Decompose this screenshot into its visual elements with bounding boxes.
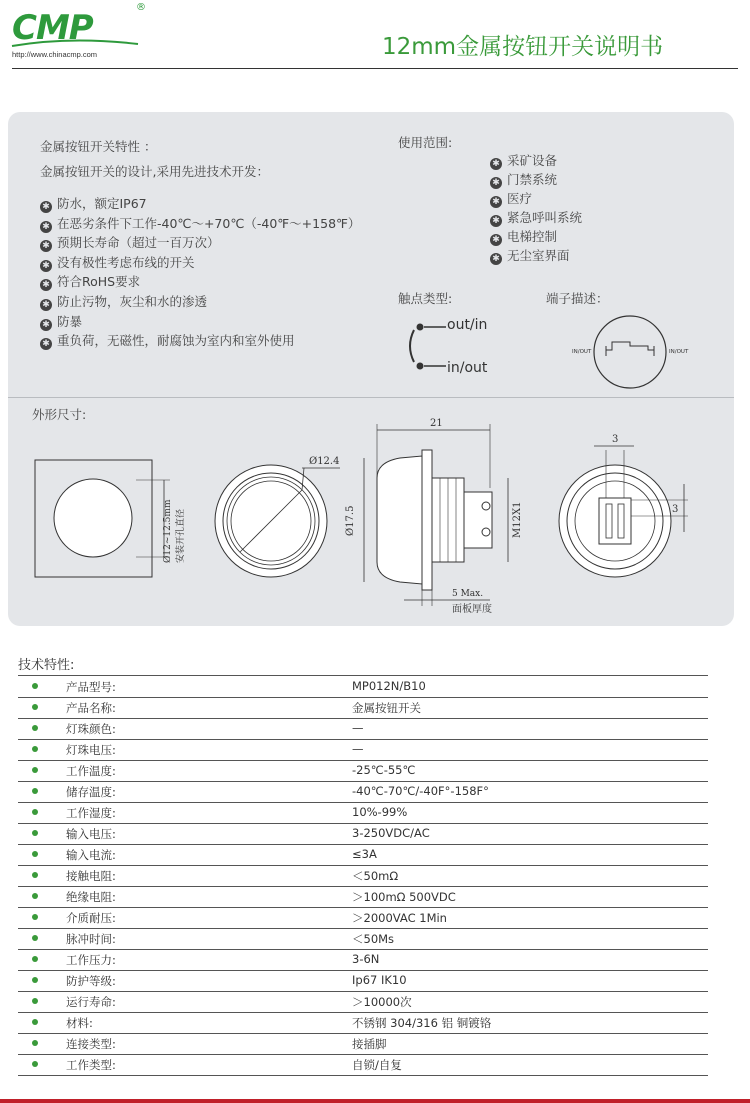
front-view-drawing	[215, 456, 340, 577]
green-bullet-icon	[32, 956, 38, 962]
table-row: 产品型号: MP012N/B10	[18, 676, 708, 698]
usage-item: ✱ 门禁系统	[490, 170, 582, 189]
logo-url[interactable]: http://www.chinacmp.com	[12, 50, 98, 59]
green-bullet-icon	[32, 872, 38, 878]
registered-mark: ®	[136, 2, 146, 13]
table-row: 防护等级: Ip67 IK10	[18, 970, 708, 992]
contact-in-out: in/out	[447, 360, 488, 376]
panel-divider	[8, 397, 734, 398]
star-bullet-icon: ✱	[40, 221, 52, 233]
star-bullet-icon: ✱	[40, 260, 52, 272]
green-bullet-icon	[32, 767, 38, 773]
usage-item: ✱ 电梯控制	[490, 227, 582, 246]
usage-list	[490, 151, 582, 265]
side-view-drawing	[345, 418, 523, 615]
table-row: 产品名称: 金属按钮开关	[18, 697, 708, 719]
star-bullet-icon: ✱	[490, 253, 502, 265]
usage-item: ✱ 医疗	[490, 189, 582, 208]
cutout-dim-label: Ø12~12.5mm	[163, 499, 173, 563]
terminal-heading: 端子描述：	[546, 291, 609, 306]
logo-swoosh	[10, 38, 140, 50]
document-title: 12mm金属按钮开关说明书	[382, 34, 664, 60]
table-row: 材料: 不锈钢 304/316 铝 铜镀铬	[18, 1012, 708, 1034]
star-bullet-icon: ✱	[40, 279, 52, 291]
contact-symbol	[398, 318, 448, 378]
green-bullet-icon	[32, 830, 38, 836]
usage-item: ✱ 采矿设备	[490, 151, 582, 170]
usage-item: ✱ 紧急呼叫系统	[490, 208, 582, 227]
terminal-height-label: 3	[672, 504, 679, 515]
feature-item: ✱ 防止污物，灰尘和水的渗透	[40, 292, 360, 312]
table-row: 输入电流: ≤3A	[18, 844, 708, 866]
table-row: 灯珠颜色: —	[18, 718, 708, 740]
dimension-drawings	[20, 418, 730, 618]
contact-out-in: out/in	[447, 317, 488, 333]
green-bullet-icon	[32, 935, 38, 941]
feature-item: ✱ 没有极性考虑布线的开关	[40, 253, 360, 273]
features-intro: 金属按钮开关的设计,采用先进技术开发：	[40, 164, 269, 179]
table-row: 脉冲时间: ＜50Ms	[18, 928, 708, 950]
panel-note-label: 面板厚度	[452, 604, 492, 615]
feature-item: ✱ 防暴	[40, 312, 360, 332]
star-bullet-icon: ✱	[40, 299, 52, 311]
green-bullet-icon	[32, 1019, 38, 1025]
page-header	[0, 0, 750, 72]
dimensions-heading: 外形尺寸:	[32, 407, 87, 422]
green-bullet-icon	[32, 1040, 38, 1046]
green-bullet-icon	[32, 788, 38, 794]
panel-max-label: 5 Max.	[452, 589, 484, 599]
table-row: 工作类型: 自锁/自复	[18, 1054, 708, 1076]
length-label: 21	[430, 418, 443, 429]
star-bullet-icon: ✱	[490, 215, 502, 227]
table-row: 工作压力: 3-6N	[18, 949, 708, 971]
footer-accent-line	[0, 1099, 750, 1103]
rear-view-drawing	[559, 434, 688, 577]
green-bullet-icon	[32, 893, 38, 899]
specs-table	[0, 676, 750, 1076]
green-bullet-icon	[32, 809, 38, 815]
cutout-drawing	[35, 460, 186, 577]
star-bullet-icon: ✱	[40, 319, 52, 331]
star-bullet-icon: ✱	[40, 201, 52, 213]
table-row: 储存温度: -40℃-70℃/-40F°-158F°	[18, 781, 708, 803]
usage-item: ✱ 无尘室界面	[490, 246, 582, 265]
green-bullet-icon	[32, 1061, 38, 1067]
star-bullet-icon: ✱	[40, 240, 52, 252]
star-bullet-icon: ✱	[490, 196, 502, 208]
front-dia-label: Ø12.4	[309, 456, 340, 467]
feature-item: ✱ 防水，额定IP67	[40, 194, 360, 214]
body-dia-label: Ø17.5	[345, 505, 356, 536]
table-row: 灯珠电压: —	[18, 739, 708, 761]
table-row: 介质耐压: ＞2000VAC 1Min	[18, 907, 708, 929]
green-bullet-icon	[32, 851, 38, 857]
features-list	[40, 194, 360, 351]
terminal-label-right: IN/OUT	[669, 349, 689, 355]
terminal-label-left: IN/OUT	[572, 349, 592, 355]
table-row: 连接类型: 接插脚	[18, 1033, 708, 1055]
green-bullet-icon	[32, 914, 38, 920]
logo: CMP	[12, 8, 93, 48]
feature-item: ✱ 符合RoHS要求	[40, 272, 360, 292]
feature-item: ✱ 预期长寿命（超过一百万次）	[40, 233, 360, 253]
green-bullet-icon	[32, 977, 38, 983]
terminal-width-label: 3	[612, 434, 619, 445]
contact-heading: 触点类型:	[398, 291, 453, 306]
table-row: 工作湿度: 10%-99%	[18, 802, 708, 824]
specs-heading: 技术特性:	[18, 658, 75, 673]
star-bullet-icon: ✱	[40, 338, 52, 350]
terminal-diagram	[590, 312, 670, 392]
star-bullet-icon: ✱	[490, 234, 502, 246]
feature-item: ✱ 在恶劣条件下工作-40℃～+70℃（-40℉～+158℉）	[40, 214, 360, 234]
green-bullet-icon	[32, 704, 38, 710]
table-row: 运行寿命: ＞10000次	[18, 991, 708, 1013]
green-bullet-icon	[32, 746, 38, 752]
feature-item: ✱ 重负荷，无磁性，耐腐蚀为室内和室外使用	[40, 331, 360, 351]
features-heading: 金属按钮开关特性 ：	[40, 139, 157, 154]
star-bullet-icon: ✱	[490, 158, 502, 170]
green-bullet-icon	[32, 683, 38, 689]
green-bullet-icon	[32, 998, 38, 1004]
usage-heading: 使用范围:	[398, 135, 453, 150]
header-divider	[12, 68, 738, 69]
table-row: 工作温度: -25℃-55℃	[18, 760, 708, 782]
table-row: 绝缘电阻: ＞100mΩ 500VDC	[18, 886, 708, 908]
thread-label: M12X1	[512, 501, 523, 538]
cutout-dim-note: 安装开孔直径	[176, 508, 186, 563]
green-bullet-icon	[32, 725, 38, 731]
table-row: 输入电压: 3-250VDC/AC	[18, 823, 708, 845]
table-row: 接触电阻: ＜50mΩ	[18, 865, 708, 887]
star-bullet-icon: ✱	[490, 177, 502, 189]
